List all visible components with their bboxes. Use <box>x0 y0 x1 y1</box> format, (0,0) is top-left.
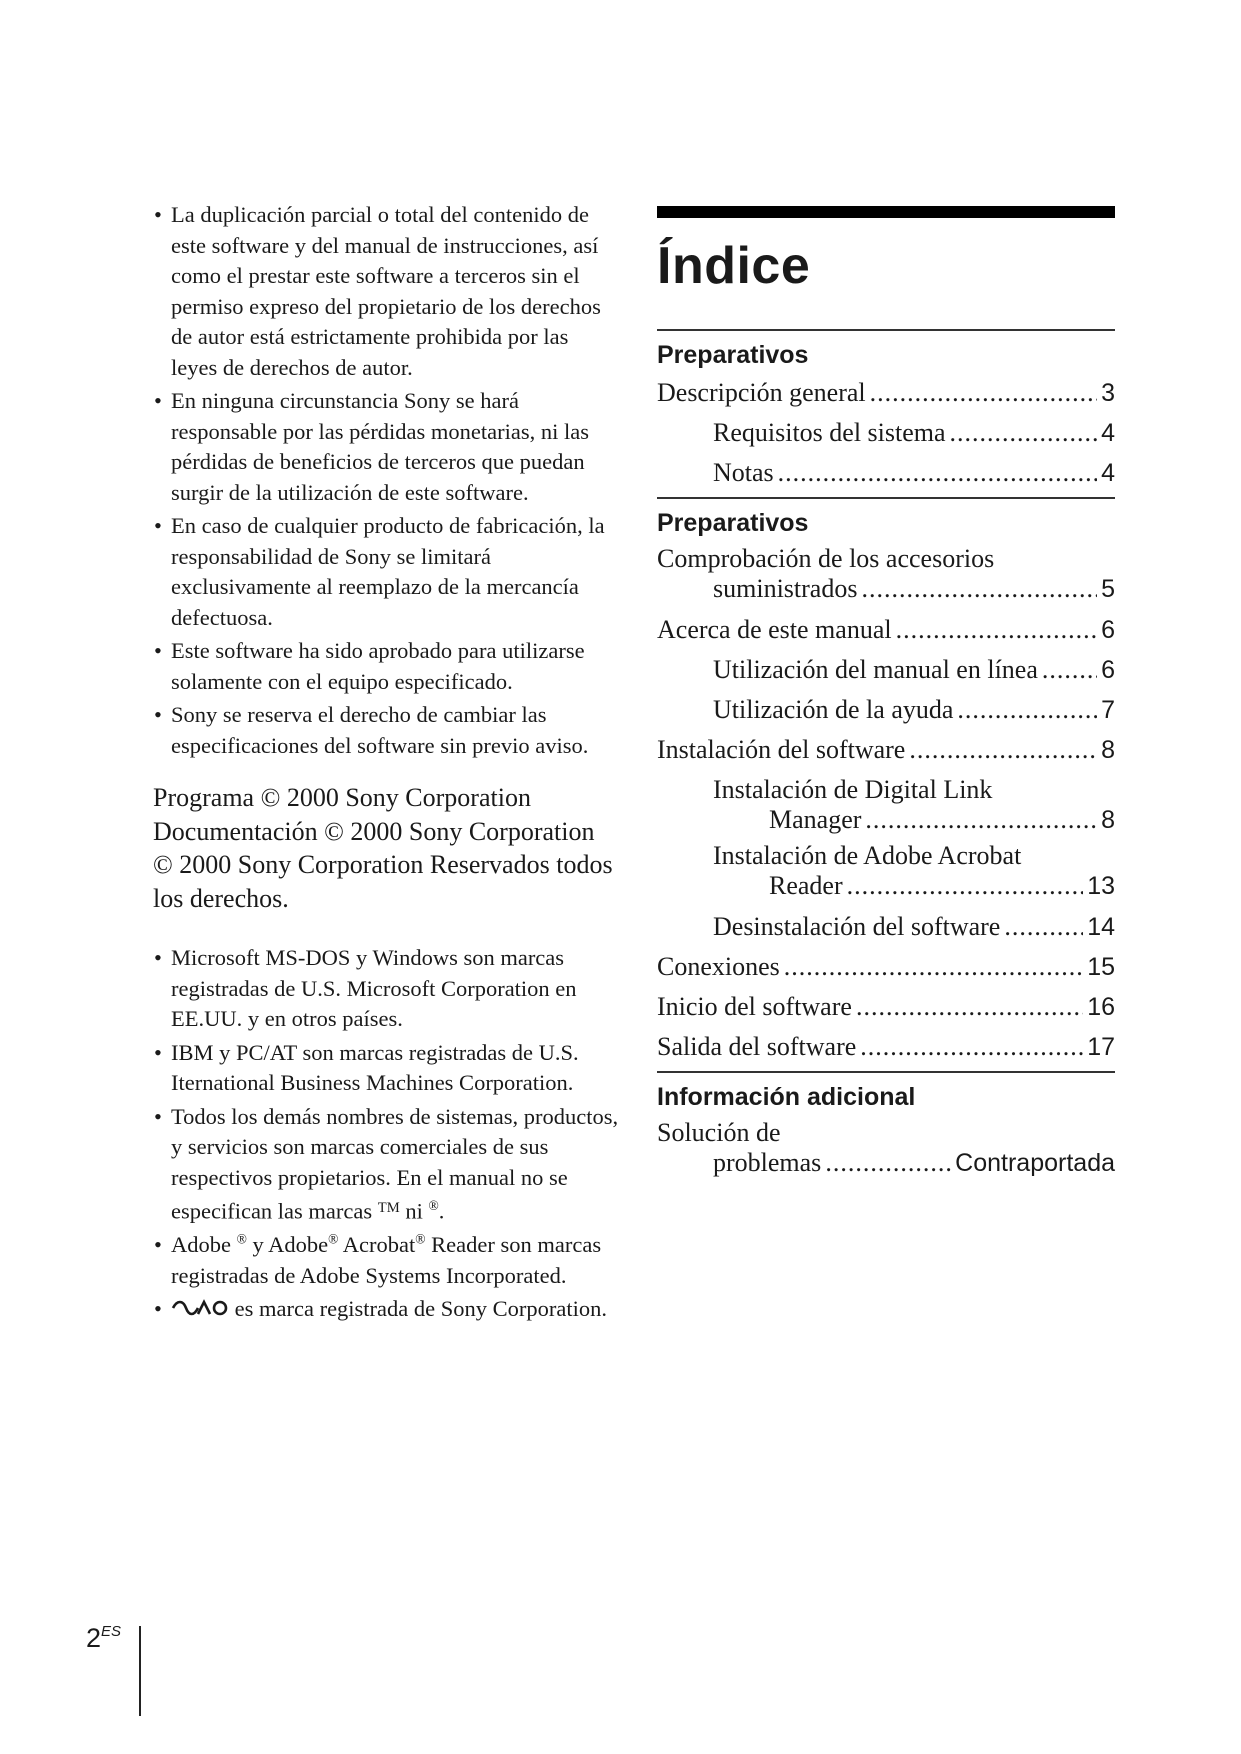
list-item: • Adobe ® y Adobe® Acrobat® Reader son marcas registradas de Adobe Systems Incorporated. <box>154 1231 602 1288</box>
toc-entry[interactable]: Requisitos del sistema ..... 4 <box>657 413 1115 453</box>
copyright-documentation: Documentación © 2000 Sony Corporation <box>153 816 595 846</box>
toc-entry[interactable]: Solución de problemas ..... Contraportada <box>657 1118 1115 1178</box>
toc-entry[interactable]: Notas ..... 4 <box>657 453 1115 493</box>
toc-entry[interactable]: Instalación del software ..... 8 <box>657 730 1115 770</box>
page-title: Índice <box>657 237 811 295</box>
list-item: • Este software ha sido aprobado para utilizarse solamente con el equipo especificado. <box>154 638 585 694</box>
trademark-list <box>150 943 620 1327</box>
page-number: $2^{ES}$ <box>86 1623 122 1653</box>
section-heading: Información adicional <box>657 1083 916 1111</box>
toc-entry[interactable]: Utilización de la ayuda ..... 7 <box>657 690 1115 730</box>
list-item: • La duplicación parcial o total del contenido de este software y del manual de instrucciones, así como el prestar este software a terceros sin el permiso expreso del propietario de los derechos de autor está estrictamente prohibida por las leyes de derechos de autor. <box>154 202 601 380</box>
copyright-rights: © 2000 Sony Corporation Reservados todos los derechos. <box>153 850 613 913</box>
margin-rule <box>139 1626 141 1716</box>
section-divider <box>657 1071 1115 1073</box>
copyright-block <box>150 781 620 915</box>
list-item: • En caso de cualquier producto de fabricación, la responsabilidad de Sony se limitará exclusivamente al reemplazo de la mercancía defectuosa. <box>154 513 605 630</box>
toc-entry[interactable]: Inicio del software ..... 16 <box>657 987 1115 1027</box>
list-item: • Microsoft MS-DOS y Windows son marcas registradas de U.S. Microsoft Corporation en EE.UU. y en otros países. <box>154 945 577 1031</box>
toc-entry[interactable]: Descripción general ..... 3 <box>657 373 1115 413</box>
title-bar <box>657 206 1115 218</box>
section-heading: Preparativos <box>657 341 809 369</box>
toc-entry[interactable]: Utilización del manual en línea ..... 6 <box>657 650 1115 690</box>
toc-entry[interactable]: Instalación de Digital Link Manager ..... 8 <box>657 775 1115 835</box>
table-of-contents <box>657 206 1115 1184</box>
list-item: • En ninguna circunstancia Sony se hará responsable por las pérdidas monetarias, ni las pérdidas de beneficios de terceros que puedan surgir de la utilización de este software. <box>154 388 590 505</box>
list-item: • Todos los demás nombres de sistemas, productos, y servicios son marcas comerciales de sus respectivos propietarios. En el manual no se especifican las marcas ™ ni ®. <box>154 1103 619 1224</box>
copyright-program: Programa © 2000 Sony Corporation <box>153 783 531 812</box>
sony-wave-logo-icon <box>171 1296 229 1327</box>
list-item: • es marca registrada de Sony Corporation. <box>150 1294 620 1327</box>
section-heading: Preparativos <box>657 509 809 537</box>
toc-entry[interactable]: Acerca de este manual ..... 6 <box>657 610 1115 650</box>
toc-entry[interactable]: Salida del software ..... 17 <box>657 1027 1115 1067</box>
toc-entry[interactable]: Instalación de Adobe Acrobat Reader ..... 13 <box>657 841 1115 901</box>
toc-entry[interactable]: Desinstalación del software ..... 14 <box>657 907 1115 947</box>
toc-entry[interactable]: Comprobación de los accesorios suministrados ..... 5 <box>657 544 1115 604</box>
toc-entry[interactable]: Conexiones ..... 15 <box>657 947 1115 987</box>
list-item: • Sony se reserva el derecho de cambiar las especificaciones del software sin previo aviso. <box>154 702 589 758</box>
left-column <box>150 200 620 1330</box>
list-item: • IBM y PC/AT son marcas registradas de U.S. Iternational Business Machines Corporation. <box>154 1039 579 1095</box>
disclaimer-list <box>150 200 620 761</box>
section-divider <box>657 497 1115 499</box>
section-divider <box>657 329 1115 331</box>
